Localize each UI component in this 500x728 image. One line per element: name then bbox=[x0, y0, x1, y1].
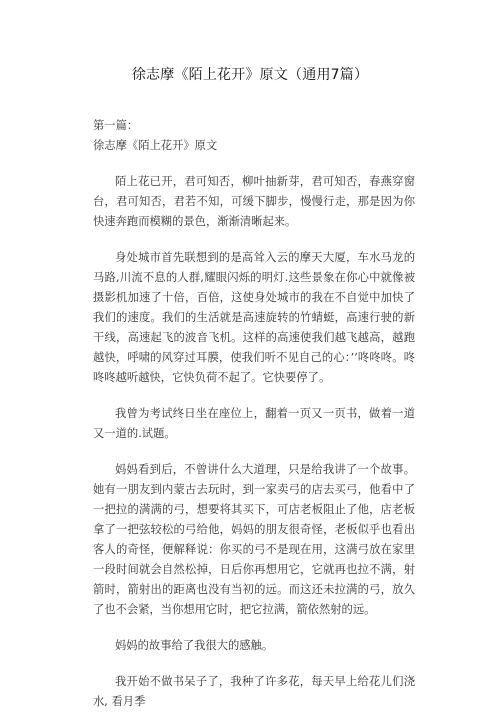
document-body bbox=[93, 116, 415, 728]
section-title: 徐志摩《陌上花开》原文 bbox=[93, 139, 218, 152]
section-label: 第一篇： bbox=[93, 119, 139, 132]
document-title: 徐志摩《陌上花开》原文（通用7篇） bbox=[131, 67, 369, 83]
paragraph: 我开始不做书呆子了，我种了许多花，每天早上给花儿们浇水, 看月季 bbox=[93, 675, 415, 708]
paragraph: 我曾为考试终日坐在座位上，翻着一页又一页书，做着一道又一道的.试题。 bbox=[93, 407, 415, 440]
paragraph: 身处城市首先联想到的是高耸入云的摩天大厦，车水马龙的马路,川流不息的人群,耀眼闪烁的明灯.这些景象在你心中就像被摄影机加速了十倍，百倍，这使身处城市的我在不自觉中加快了我们的速度。我们的生活就是高速旋转的竹蜻蜓，高速行驶的新干线，高速起飞的波音飞机。这样的高速使我们越飞越高，越跑越快，呼啸的风穿过耳膜，使我们听不见自己的心：’’咚咚咚。咚咚咚越听越快，它快负荷不起了。它快要停了。 bbox=[93, 251, 415, 384]
paragraph: 陌上花已开，君可知否，柳叶抽新芽，君可知否，春燕穿窗台，君可知否，君若不知，可缓下脚步，慢慢行走，那是因为你快速奔跑而模糊的景色，渐渐清晰起来。 bbox=[93, 175, 415, 228]
paragraph: 妈妈看到后，不曾讲什么大道理，只是给我讲了一个故事。她有一朋友到内蒙古去玩时，到一家卖弓的店去买弓，他看中了一把拉的满满的弓，想要将其买下，可店老板阻止了他，店老板拿了一把弦较松的弓给他，妈妈的朋友很奇怪，老板似乎也看出客人的奇怪，便解释说：你买的弓不是现在用，这满弓放在家里一段时间就会自然松掉，日后你再想用它，它就再也拉不满，射箭时，箭射出的距离也没有当初的远。而这还未拉满的弓，放久了也不会紧，当你想用它时，把它拉满，箭依然射的远。 bbox=[93, 463, 415, 616]
paragraph: 妈妈的故事给了我很大的感触。 bbox=[115, 639, 274, 652]
